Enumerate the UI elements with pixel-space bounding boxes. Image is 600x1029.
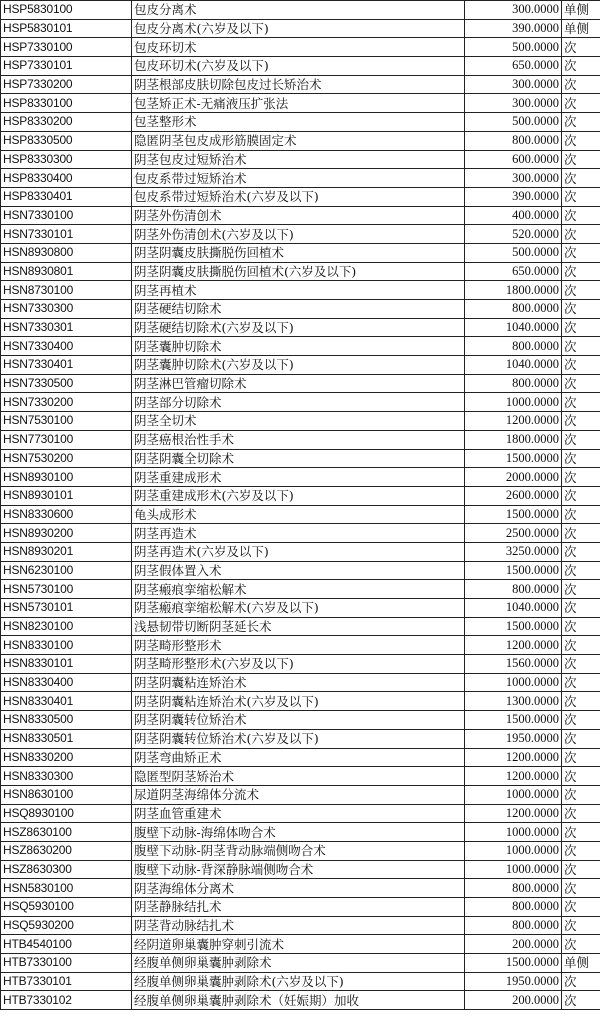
item-code-cell: HSN8330400 (1, 673, 132, 692)
item-code-cell: HSN8330501 (1, 729, 132, 748)
unit-cell: 单侧 (562, 19, 600, 38)
item-code-cell: HSN5830100 (1, 879, 132, 898)
item-code-cell: HSN8330401 (1, 692, 132, 711)
unit-cell: 次 (562, 374, 600, 393)
item-name-cell: 阴茎囊肿切除术 (132, 337, 465, 356)
item-name-cell: 尿道阴茎海绵体分流术 (132, 785, 465, 804)
item-name-cell: 阴茎硬结切除术 (132, 300, 465, 319)
unit-cell: 次 (562, 449, 600, 468)
unit-cell: 次 (562, 393, 600, 412)
item-name-cell: 阴茎部分切除术 (132, 393, 465, 412)
item-code-cell: HSQ8930100 (1, 804, 132, 823)
item-name-cell: 阴茎瘢痕挛缩松解术(六岁及以下) (132, 599, 465, 618)
item-name-cell: 阴茎淋巴管瘤切除术 (132, 374, 465, 393)
item-name-cell: 阴茎癌根治性手术 (132, 430, 465, 449)
table-row (1, 94, 600, 113)
price-cell: 1200.0000 (465, 767, 562, 786)
item-name-cell: 阴茎弯曲矫正术 (132, 748, 465, 767)
table-row (1, 38, 600, 57)
table-row (1, 169, 600, 188)
item-name-cell: 经阴道卵巢囊肿穿刺引流术 (132, 935, 465, 954)
unit-cell: 次 (562, 785, 600, 804)
item-code-cell: HSP8330500 (1, 131, 132, 150)
fee-table-body (1, 1, 600, 1010)
table-row (1, 954, 600, 973)
item-code-cell: HSP8330200 (1, 113, 132, 132)
price-cell: 500.0000 (465, 113, 562, 132)
item-code-cell: HSZ8630300 (1, 860, 132, 879)
item-code-cell: HSN7330100 (1, 206, 132, 225)
table-row (1, 991, 600, 1010)
item-code-cell: HSP7330200 (1, 75, 132, 94)
table-row (1, 879, 600, 898)
price-cell: 1040.0000 (465, 318, 562, 337)
item-name-cell: 阴茎全切术 (132, 412, 465, 431)
item-name-cell: 包皮系带过短矫治术 (132, 169, 465, 188)
price-cell: 800.0000 (465, 131, 562, 150)
unit-cell: 次 (562, 991, 600, 1010)
unit-cell: 次 (562, 580, 600, 599)
unit-cell: 次 (562, 300, 600, 319)
unit-cell: 次 (562, 225, 600, 244)
item-code-cell: HSP8330100 (1, 94, 132, 113)
table-row (1, 841, 600, 860)
item-name-cell: 阴茎海绵体分离术 (132, 879, 465, 898)
table-row (1, 281, 600, 300)
item-name-cell: 包皮环切术(六岁及以下) (132, 57, 465, 76)
item-name-cell: 阴茎血管重建术 (132, 804, 465, 823)
table-row (1, 75, 600, 94)
item-name-cell: 阴茎瘢痕挛缩松解术 (132, 580, 465, 599)
table-row (1, 580, 600, 599)
item-code-cell: HSQ5930200 (1, 916, 132, 935)
table-row (1, 300, 600, 319)
price-cell: 300.0000 (465, 94, 562, 113)
price-cell: 800.0000 (465, 916, 562, 935)
unit-cell: 单侧 (562, 1, 600, 20)
item-code-cell: HSN8930200 (1, 524, 132, 543)
price-cell: 600.0000 (465, 150, 562, 169)
table-row (1, 692, 600, 711)
price-cell: 400.0000 (465, 206, 562, 225)
unit-cell: 次 (562, 187, 600, 206)
item-name-cell: 阴茎外伤清创术(六岁及以下) (132, 225, 465, 244)
table-row (1, 711, 600, 730)
item-name-cell: 包皮分离术(六岁及以下) (132, 19, 465, 38)
table-row (1, 636, 600, 655)
item-code-cell: HSP7330100 (1, 38, 132, 57)
price-cell: 1040.0000 (465, 599, 562, 618)
price-cell: 1000.0000 (465, 785, 562, 804)
unit-cell: 次 (562, 486, 600, 505)
item-code-cell: HSN8330100 (1, 636, 132, 655)
table-row (1, 206, 600, 225)
price-cell: 1000.0000 (465, 823, 562, 842)
price-cell: 3250.0000 (465, 542, 562, 561)
price-cell: 1500.0000 (465, 954, 562, 973)
item-code-cell: HSN7730100 (1, 430, 132, 449)
item-code-cell: HSP8330401 (1, 187, 132, 206)
table-row (1, 524, 600, 543)
item-name-cell: 阴茎再植术 (132, 281, 465, 300)
unit-cell: 次 (562, 692, 600, 711)
item-name-cell: 隐匿阴茎包皮成形筋膜固定术 (132, 131, 465, 150)
unit-cell: 次 (562, 131, 600, 150)
unit-cell: 次 (562, 356, 600, 375)
item-code-cell: HSP5830101 (1, 19, 132, 38)
price-cell: 1200.0000 (465, 804, 562, 823)
unit-cell: 次 (562, 898, 600, 917)
table-row (1, 1, 600, 20)
unit-cell: 次 (562, 57, 600, 76)
item-code-cell: HSN7330300 (1, 300, 132, 319)
item-code-cell: HTB7330101 (1, 972, 132, 991)
price-cell: 1800.0000 (465, 430, 562, 449)
price-cell: 300.0000 (465, 75, 562, 94)
item-code-cell: HSN8930801 (1, 262, 132, 281)
unit-cell: 次 (562, 804, 600, 823)
table-row (1, 804, 600, 823)
item-name-cell: 阴茎根部皮肤切除包皮过长矫治术 (132, 75, 465, 94)
item-code-cell: HSN7330400 (1, 337, 132, 356)
unit-cell: 次 (562, 412, 600, 431)
unit-cell: 次 (562, 281, 600, 300)
unit-cell: 次 (562, 823, 600, 842)
unit-cell: 次 (562, 655, 600, 674)
table-row (1, 729, 600, 748)
unit-cell: 次 (562, 711, 600, 730)
price-cell: 390.0000 (465, 19, 562, 38)
table-row (1, 412, 600, 431)
table-row (1, 187, 600, 206)
price-cell: 650.0000 (465, 57, 562, 76)
unit-cell: 次 (562, 75, 600, 94)
item-code-cell: HSN8330600 (1, 505, 132, 524)
item-code-cell: HSN8330101 (1, 655, 132, 674)
item-name-cell: 经腹单侧卵巢囊肿剥除术 (132, 954, 465, 973)
item-code-cell: HSZ8630200 (1, 841, 132, 860)
price-cell: 1200.0000 (465, 748, 562, 767)
item-code-cell: HSN7330200 (1, 393, 132, 412)
item-code-cell: HSN7330301 (1, 318, 132, 337)
unit-cell: 次 (562, 113, 600, 132)
price-cell: 1000.0000 (465, 860, 562, 879)
unit-cell: 次 (562, 617, 600, 636)
unit-cell: 次 (562, 729, 600, 748)
price-cell: 650.0000 (465, 262, 562, 281)
price-cell: 2600.0000 (465, 486, 562, 505)
item-code-cell: HSN7330500 (1, 374, 132, 393)
item-code-cell: HSP8330400 (1, 169, 132, 188)
item-name-cell: 阴茎阴囊全切除术 (132, 449, 465, 468)
table-row (1, 916, 600, 935)
unit-cell: 次 (562, 430, 600, 449)
table-row (1, 673, 600, 692)
price-cell: 1950.0000 (465, 972, 562, 991)
table-row (1, 374, 600, 393)
table-row (1, 337, 600, 356)
unit-cell: 次 (562, 150, 600, 169)
unit-cell: 次 (562, 561, 600, 580)
price-cell: 1560.0000 (465, 655, 562, 674)
price-cell: 200.0000 (465, 991, 562, 1010)
table-row (1, 150, 600, 169)
item-code-cell: HTB7330102 (1, 991, 132, 1010)
item-code-cell: HSN8930800 (1, 243, 132, 262)
item-code-cell: HSN7330101 (1, 225, 132, 244)
price-cell: 800.0000 (465, 898, 562, 917)
unit-cell: 次 (562, 636, 600, 655)
price-cell: 300.0000 (465, 169, 562, 188)
item-name-cell: 阴茎重建成形术 (132, 468, 465, 487)
price-cell: 1040.0000 (465, 356, 562, 375)
item-name-cell: 包茎整形术 (132, 113, 465, 132)
unit-cell: 次 (562, 524, 600, 543)
item-name-cell: 腹壁下动脉-海绵体吻合术 (132, 823, 465, 842)
table-row (1, 19, 600, 38)
price-cell: 1000.0000 (465, 841, 562, 860)
table-row (1, 898, 600, 917)
item-name-cell: 阴茎畸形整形术(六岁及以下) (132, 655, 465, 674)
unit-cell: 次 (562, 748, 600, 767)
item-name-cell: 隐匿型阴茎矫治术 (132, 767, 465, 786)
table-row (1, 972, 600, 991)
table-row (1, 823, 600, 842)
item-name-cell: 阴茎静脉结扎术 (132, 898, 465, 917)
item-name-cell: 经腹单侧卵巢囊肿剥除术（妊娠期）加收 (132, 991, 465, 1010)
table-row (1, 468, 600, 487)
price-cell: 1800.0000 (465, 281, 562, 300)
table-row (1, 935, 600, 954)
price-cell: 1500.0000 (465, 711, 562, 730)
item-name-cell: 经腹单侧卵巢囊肿剥除术(六岁及以下) (132, 972, 465, 991)
item-code-cell: HTB7330100 (1, 954, 132, 973)
table-row (1, 748, 600, 767)
unit-cell: 次 (562, 972, 600, 991)
price-cell: 520.0000 (465, 225, 562, 244)
item-code-cell: HSN6230100 (1, 561, 132, 580)
price-cell: 500.0000 (465, 243, 562, 262)
unit-cell: 次 (562, 468, 600, 487)
price-cell: 2000.0000 (465, 468, 562, 487)
price-cell: 1500.0000 (465, 449, 562, 468)
unit-cell: 次 (562, 169, 600, 188)
price-cell: 2500.0000 (465, 524, 562, 543)
item-code-cell: HSN8930201 (1, 542, 132, 561)
unit-cell: 次 (562, 38, 600, 57)
item-code-cell: HSN8930100 (1, 468, 132, 487)
table-row (1, 318, 600, 337)
unit-cell: 次 (562, 318, 600, 337)
item-code-cell: HSN5730100 (1, 580, 132, 599)
item-name-cell: 阴茎外伤清创术 (132, 206, 465, 225)
table-row (1, 617, 600, 636)
item-name-cell: 包茎矫正术-无痛液压扩张法 (132, 94, 465, 113)
unit-cell: 次 (562, 841, 600, 860)
price-cell: 200.0000 (465, 935, 562, 954)
item-code-cell: HSP8330300 (1, 150, 132, 169)
item-code-cell: HSZ8630100 (1, 823, 132, 842)
price-cell: 390.0000 (465, 187, 562, 206)
unit-cell: 次 (562, 935, 600, 954)
price-cell: 1500.0000 (465, 505, 562, 524)
item-name-cell: 阴茎阴囊粘连矫治术(六岁及以下) (132, 692, 465, 711)
item-code-cell: HSN8230100 (1, 617, 132, 636)
item-code-cell: HSN8930101 (1, 486, 132, 505)
item-code-cell: HSP5830100 (1, 1, 132, 20)
price-cell: 1200.0000 (465, 636, 562, 655)
price-cell: 800.0000 (465, 300, 562, 319)
table-row (1, 113, 600, 132)
item-name-cell: 阴茎包皮过短矫治术 (132, 150, 465, 169)
item-name-cell: 浅悬韧带切断阴茎延长术 (132, 617, 465, 636)
table-row (1, 449, 600, 468)
price-cell: 1300.0000 (465, 692, 562, 711)
table-row (1, 243, 600, 262)
unit-cell: 次 (562, 337, 600, 356)
item-name-cell: 阴茎囊肿切除术(六岁及以下) (132, 356, 465, 375)
item-code-cell: HSN8330300 (1, 767, 132, 786)
table-row (1, 505, 600, 524)
item-name-cell: 包皮系带过短矫治术(六岁及以下) (132, 187, 465, 206)
table-row (1, 393, 600, 412)
item-code-cell: HSN8330200 (1, 748, 132, 767)
item-name-cell: 阴茎再造术 (132, 524, 465, 543)
table-row (1, 486, 600, 505)
price-cell: 800.0000 (465, 374, 562, 393)
unit-cell: 次 (562, 542, 600, 561)
unit-cell: 次 (562, 262, 600, 281)
item-name-cell: 腹壁下动脉-阴茎背动脉端侧吻合术 (132, 841, 465, 860)
unit-cell: 次 (562, 916, 600, 935)
price-cell: 1200.0000 (465, 412, 562, 431)
item-code-cell: HSQ5930100 (1, 898, 132, 917)
unit-cell: 次 (562, 673, 600, 692)
item-name-cell: 龟头成形术 (132, 505, 465, 524)
table-row (1, 860, 600, 879)
price-cell: 500.0000 (465, 38, 562, 57)
table-row (1, 225, 600, 244)
item-name-cell: 阴茎硬结切除术(六岁及以下) (132, 318, 465, 337)
table-row (1, 785, 600, 804)
unit-cell: 次 (562, 860, 600, 879)
item-code-cell: HSN8630100 (1, 785, 132, 804)
price-cell: 800.0000 (465, 337, 562, 356)
unit-cell: 次 (562, 94, 600, 113)
unit-cell: 次 (562, 599, 600, 618)
item-code-cell: HSN8730100 (1, 281, 132, 300)
item-code-cell: HSN7330401 (1, 356, 132, 375)
unit-cell: 次 (562, 767, 600, 786)
item-name-cell: 包皮分离术 (132, 1, 465, 20)
item-code-cell: HSP7330101 (1, 57, 132, 76)
table-row (1, 356, 600, 375)
item-code-cell: HTB4540100 (1, 935, 132, 954)
item-code-cell: HSN7530200 (1, 449, 132, 468)
table-row (1, 767, 600, 786)
item-name-cell: 阴茎再造术(六岁及以下) (132, 542, 465, 561)
unit-cell: 单侧 (562, 954, 600, 973)
item-name-cell: 阴茎阴囊转位矫治术 (132, 711, 465, 730)
item-name-cell: 阴茎假体置入术 (132, 561, 465, 580)
price-cell: 1500.0000 (465, 617, 562, 636)
table-row (1, 262, 600, 281)
table-row (1, 430, 600, 449)
item-code-cell: HSN5730101 (1, 599, 132, 618)
item-name-cell: 包皮环切术 (132, 38, 465, 57)
item-name-cell: 腹壁下动脉-背深静脉端侧吻合术 (132, 860, 465, 879)
item-name-cell: 阴茎阴囊皮肤撕脱伤回植术(六岁及以下) (132, 262, 465, 281)
price-cell: 800.0000 (465, 879, 562, 898)
table-row (1, 599, 600, 618)
item-name-cell: 阴茎阴囊转位矫治术(六岁及以下) (132, 729, 465, 748)
price-cell: 1950.0000 (465, 729, 562, 748)
item-code-cell: HSN8330500 (1, 711, 132, 730)
price-cell: 1000.0000 (465, 393, 562, 412)
price-cell: 800.0000 (465, 580, 562, 599)
price-cell: 1500.0000 (465, 561, 562, 580)
item-name-cell: 阴茎畸形整形术 (132, 636, 465, 655)
unit-cell: 次 (562, 243, 600, 262)
table-row (1, 655, 600, 674)
table-row (1, 542, 600, 561)
item-name-cell: 阴茎重建成形术(六岁及以下) (132, 486, 465, 505)
table-row (1, 561, 600, 580)
item-name-cell: 阴茎阴囊粘连矫治术 (132, 673, 465, 692)
table-row (1, 57, 600, 76)
unit-cell: 次 (562, 206, 600, 225)
unit-cell: 次 (562, 879, 600, 898)
item-name-cell: 阴茎阴囊皮肤撕脱伤回植术 (132, 243, 465, 262)
item-code-cell: HSN7530100 (1, 412, 132, 431)
item-name-cell: 阴茎背动脉结扎术 (132, 916, 465, 935)
table-row (1, 131, 600, 150)
price-cell: 1000.0000 (465, 673, 562, 692)
unit-cell: 次 (562, 505, 600, 524)
price-cell: 300.0000 (465, 1, 562, 20)
